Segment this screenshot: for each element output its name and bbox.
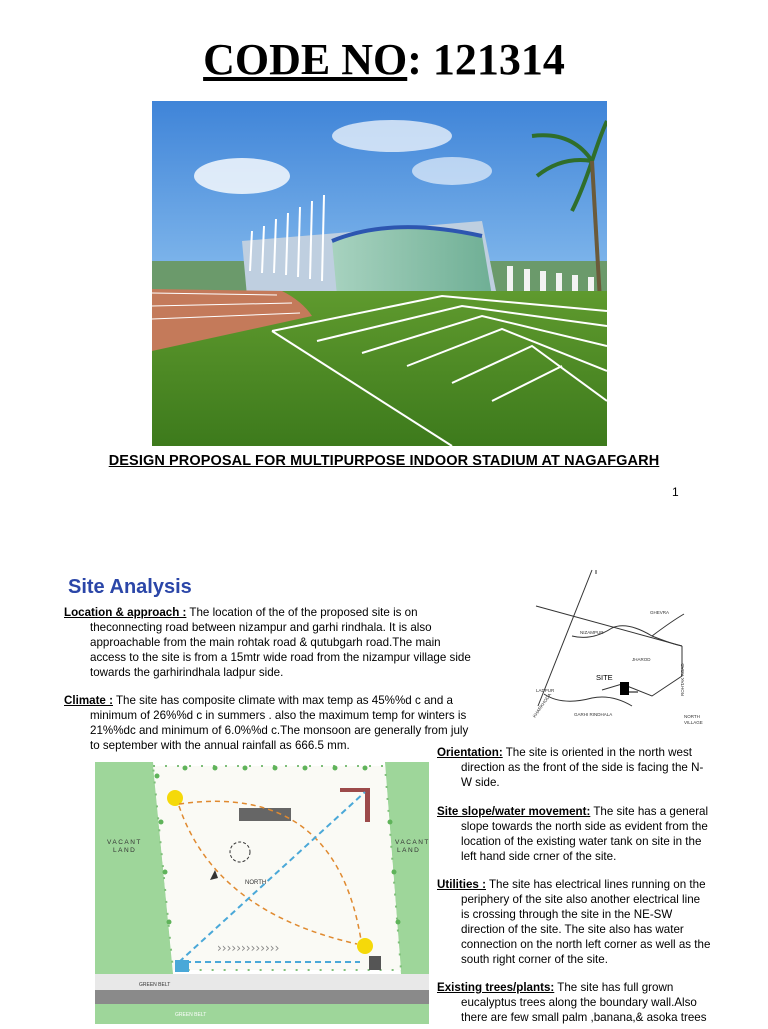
project-subtitle: DESIGN PROPOSAL FOR MULTIPURPOSE INDOOR STADIUM AT NAGAFGARH bbox=[108, 453, 660, 469]
location-map bbox=[532, 566, 728, 742]
map-label: GHEVRA bbox=[650, 610, 670, 615]
location-line: towards the garhirindhala ladpur side. bbox=[90, 666, 284, 679]
map-label: LADPUR bbox=[536, 688, 555, 693]
orientation-paragraph bbox=[437, 745, 737, 790]
trees-paragraph bbox=[437, 980, 737, 1025]
slope-text: The site has a general bbox=[590, 805, 709, 818]
site-analysis-heading: Site Analysis bbox=[68, 576, 192, 598]
map-label: ROHTAK ROAD bbox=[680, 663, 685, 696]
location-line: access to the site is from a 15mtr wide road from the nizampur village side bbox=[90, 651, 471, 664]
svg-text:›››››››››››››: ››››››››››››› bbox=[217, 941, 280, 955]
code-title bbox=[0, 34, 768, 86]
orientation-label: Orientation: bbox=[437, 746, 503, 759]
site-plan bbox=[95, 762, 429, 1024]
trees-text: The site has full grown bbox=[554, 981, 674, 994]
climate-text: The site has composite climate with max temp as 45%%d c and a bbox=[112, 694, 453, 707]
climate-paragraph bbox=[64, 693, 494, 753]
page-number: 1 bbox=[672, 485, 679, 499]
stadium-rendering bbox=[152, 101, 607, 446]
map-label: GARHI RINDHALA bbox=[574, 712, 613, 717]
map-label: VILLAGE bbox=[684, 720, 703, 725]
north-label: NORTH bbox=[245, 880, 267, 886]
trees-label: Existing trees/plants: bbox=[437, 981, 555, 994]
site-label: SITE bbox=[596, 673, 613, 682]
orientation-line: direction as the front of the side is facing the N- bbox=[461, 761, 704, 774]
green-belt-top: GREEN BELT bbox=[139, 982, 171, 988]
orientation-line: W side. bbox=[461, 776, 500, 789]
green-belt-bottom: GREEN BELT bbox=[175, 1012, 207, 1018]
utilities-line: south right corner of the site. bbox=[461, 953, 608, 966]
map-label: NIZAMPUR bbox=[580, 630, 604, 635]
location-label: Location & approach : bbox=[64, 606, 187, 619]
vacant-land-left: VACANT LAND bbox=[107, 839, 142, 854]
utilities-line: connection on the north left corner as well as the bbox=[461, 938, 711, 951]
climate-line: minimum of 26%%d c in summers . also the maximum temp for winters is bbox=[90, 709, 467, 722]
utilities-paragraph bbox=[437, 877, 737, 967]
code-label: CODE NO bbox=[203, 35, 408, 84]
climate-line: 21%%dc and minimum of 6.0%%d c.The monsoon are generally from july bbox=[90, 724, 469, 737]
vacant-land-right: VACANT LAND bbox=[395, 839, 429, 854]
slope-label: Site slope/water movement: bbox=[437, 805, 591, 818]
location-line: approachable from the main rohtak road & qutubgarh road.The main bbox=[90, 636, 441, 649]
trees-line: eucalyptus trees along the boundary wall.Also bbox=[461, 996, 697, 1009]
utilities-line: periphery of the site also another electrical line bbox=[461, 893, 701, 906]
slope-line: left hand side crner of the site. bbox=[461, 850, 617, 863]
map-label: JHAROD bbox=[632, 657, 651, 662]
location-paragraph bbox=[64, 605, 494, 680]
orientation-text: The site is oriented in the north west bbox=[502, 746, 692, 759]
map-label: KHARKHODA bbox=[532, 692, 553, 719]
slope-line: slope towards the north side as evident from the bbox=[461, 820, 708, 833]
site-marker bbox=[620, 682, 629, 695]
location-line: theconnecting road between nizampur and garhi rindhala. It is also bbox=[90, 621, 432, 634]
trees-line: there are few small palm ,banana,& asoka trees bbox=[461, 1011, 707, 1024]
code-value: : 121314 bbox=[407, 35, 565, 84]
climate-label: Climate : bbox=[64, 694, 113, 707]
slope-line: location of the existing water tank on site in the bbox=[461, 835, 702, 848]
location-text: The location of the of the proposed site is on bbox=[186, 606, 418, 619]
map-label: NORTH bbox=[684, 714, 700, 719]
utilities-text: The site has electrical lines running on the bbox=[485, 878, 706, 891]
slope-paragraph bbox=[437, 804, 737, 864]
utilities-line: is crossing through the site in the NE-SW bbox=[461, 908, 673, 921]
climate-line: to september with the annual rainfall as 666.5 mm. bbox=[90, 739, 350, 752]
utilities-line: direction of the site. The site also has water bbox=[461, 923, 684, 936]
utilities-label: Utilities : bbox=[437, 878, 486, 891]
